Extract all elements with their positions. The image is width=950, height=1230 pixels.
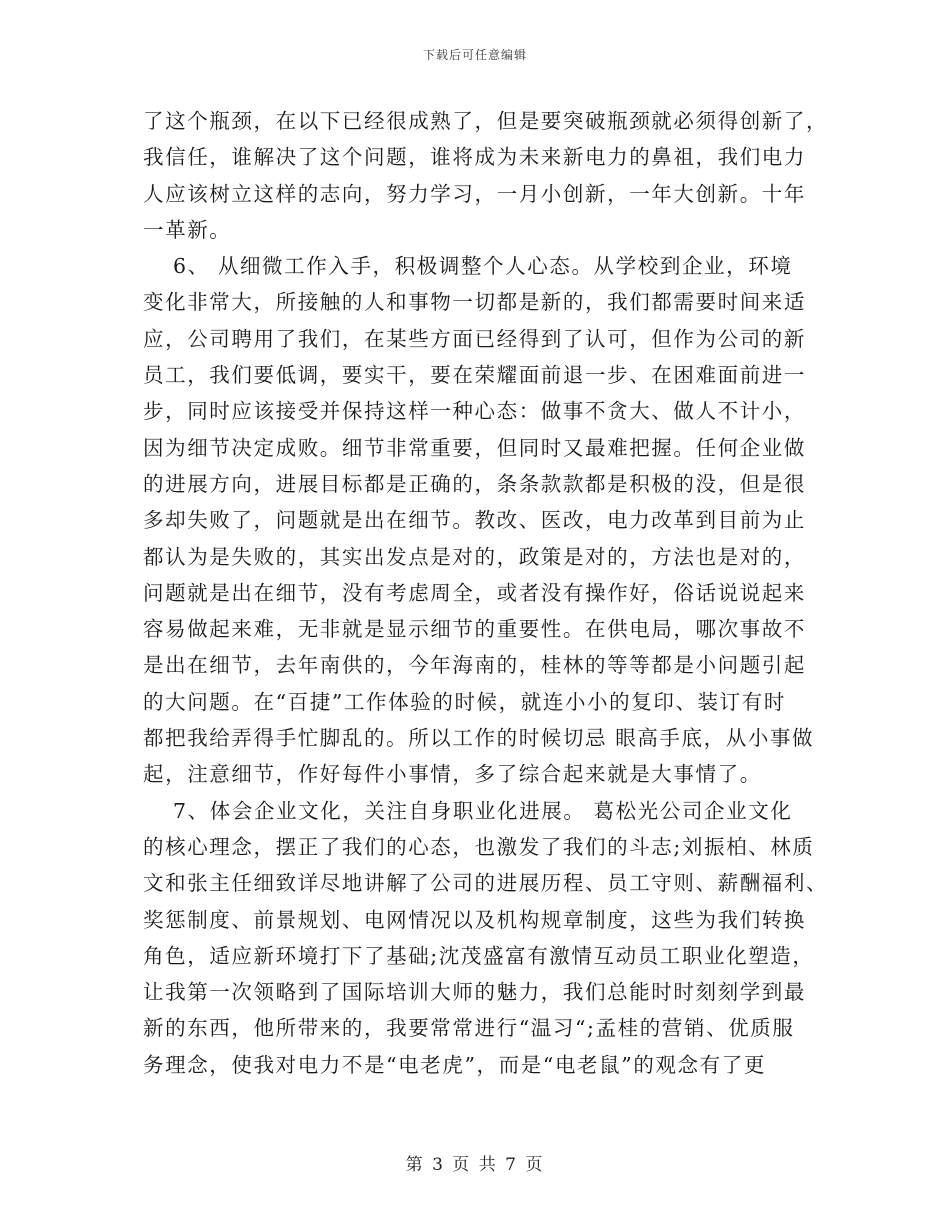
text-line: 起，注意细节，作好每件小事情，多了综合起来就是大事情了。 [143,762,762,787]
text-line: 都认为是失败的，其实出发点是对的，政策是对的，方法也是对的， [143,544,806,569]
text-line: 步，同时应该接受并保持这样一种心态：做事不贪大、做人不计小， [143,399,806,424]
text-line: 让我第一次领略到了国际培训大师的魅力，我们总能时时刻刻学到最 [143,980,806,1005]
text-line: 是出在细节，去年南供的，今年海南的，桂林的等等都是小问题引起 [143,653,806,678]
page-number-footer: 第 3 页 共 7 页 [405,1155,545,1175]
text-line: 的进展方向，进展目标都是正确的，条条款款都是积极的没，但是很 [143,471,806,496]
text-line: 一革新。 [143,217,232,242]
text-line: 了这个瓶颈，在以下已经很成熟了，但是要突破瓶颈就必须得创新了， [143,109,829,133]
text-line: 新的东西，他所带来的，我要常常进行“温习“;孟桂的营销、优质服 [143,1016,795,1041]
text-line: 的核心理念，摆正了我们的心态，也激发了我们的斗志;刘振柏、林质 [143,834,815,859]
paragraph-7-first-line: 7、体会企业文化，关注自身职业化进展。 葛松光公司企业文化 [173,798,793,823]
paragraph-6-first-line: 6、 从细微工作入手，积极调整个人心态。从学校到企业，环境 [173,254,793,279]
page-header: 下载后可任意编辑 [422,48,527,62]
text-line: 奖惩制度、前景规划、电网情况以及机构规章制度，这些为我们转换 [143,907,806,932]
text-line: 务理念，使我对电力不是“电老虎”，而是“电老鼠”的观念有了更 [143,1052,766,1077]
text-line: 人应该树立这样的志向，努力学习，一月小创新，一年大创新。十年 [143,181,806,206]
text-line: 都把我给弄得手忙脚乱的。所以工作的时候切忌 眼高手底，从小事做 [143,726,815,751]
text-line: 的大问题。在“百捷”工作体验的时候，就连小小的复印、装订有时 [143,689,786,714]
text-line: 多却失败了，问题就是出在细节。教改、医改，电力改革到目前为止 [143,508,806,533]
text-line: 容易做起来难，无非就是显示细节的重要性。在供电局，哪次事故不 [143,617,806,642]
text-line: 角色，适应新环境打下了基础;沈茂盛富有激情互动员工职业化塑造， [143,943,815,968]
text-line: 应，公司聘用了我们，在某些方面已经得到了认可，但作为公司的新 [143,326,806,351]
document-body [143,103,829,1083]
text-line: 我信任，谁解决了这个问题，谁将成为未来新电力的鼻祖，我们电力 [143,145,806,170]
text-line: 文和张主任细致详尽地讲解了公司的进展历程、员工守则、薪酬福利、 [143,871,829,896]
text-line: 员工，我们要低调，要实干，要在荣耀面前退一步、在困难面前进一 [143,363,806,388]
text-line: 问题就是出在细节，没有考虑周全，或者没有操作好，俗话说说起来 [143,580,806,605]
text-line: 变化非常大，所接触的人和事物一切都是新的，我们都需要时间来适 [143,290,806,315]
text-line: 因为细节决定成败。细节非常重要，但同时又最难把握。任何企业做 [143,435,806,460]
